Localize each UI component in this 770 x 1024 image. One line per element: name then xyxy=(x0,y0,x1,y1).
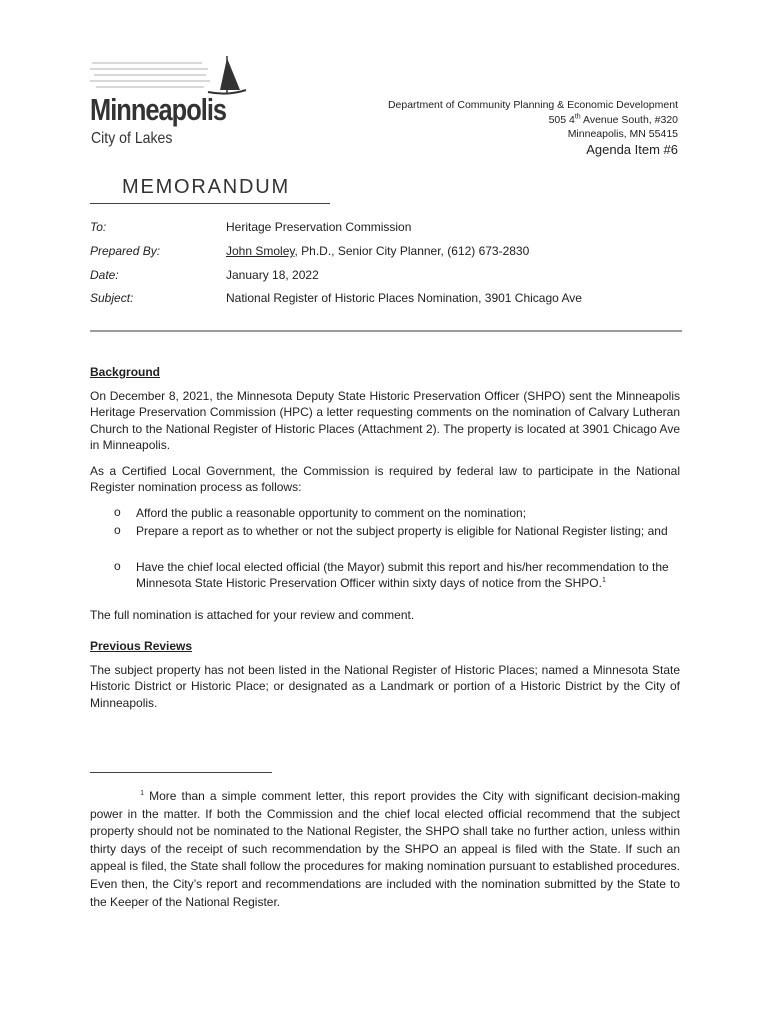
footnote-text: More than a simple comment letter, this report provides the City with significant decision-making power in the matter. If both the Commission and the chief local elected official recommend that the subject property should not be nominated to the National Register, the SHPO shall take no further action, unless within thirty days of the receipt of such recommendation by the SHPO an appeal is filed with the State. If such an appeal is filed, the State shall follow the procedures for making nomination pursuant to established procedures. Even then, the City’s report and recommendations are included with the nomination submitted by the State to the Keeper of the National Register. xyxy=(90,789,680,909)
previous-reviews-heading: Previous Reviews xyxy=(90,639,193,653)
to-label: To: xyxy=(90,220,107,234)
list-item-2: Prepare a report as to whether or not the subject property is eligible for National Register listing; and xyxy=(136,524,668,538)
title-divider xyxy=(90,203,330,204)
memo-title: MEMORANDUM xyxy=(122,176,290,198)
bullet-marker: o xyxy=(114,559,121,573)
prepared-by-label: Prepared By: xyxy=(90,244,161,258)
logo-wordmark: Minneapolis xyxy=(90,92,227,127)
previous-reviews-paragraph: The subject property has not been listed in the National Register of Historic Places; named a Minnesota State Historic District or Historic Place; or designated as a Landmark or portion of a Historic District by the City of Minneapolis. xyxy=(90,663,680,710)
prepared-by-value: John Smoley, Ph.D., Senior City Planner, (612) 673-2830 xyxy=(226,244,530,258)
list-item-1: Afford the public a reasonable opportunity to comment on the nomination; xyxy=(136,506,527,520)
author-link[interactable]: John Smoley xyxy=(226,244,295,258)
dept-line-2: 505 4th Avenue South, #320 xyxy=(548,113,678,126)
footnote-reference[interactable]: 1 xyxy=(601,577,606,585)
background-paragraph-2: As a Certified Local Government, the Commission is required by federal law to participate in the National Register nomination process as follows: xyxy=(90,464,680,495)
bullet-marker: o xyxy=(114,505,121,519)
city-logo xyxy=(90,56,250,156)
subject-value: National Register of Historic Places Nomination, 3901 Chicago Ave xyxy=(226,291,582,305)
agenda-item: Agenda Item #6 xyxy=(586,142,678,157)
department-address xyxy=(388,98,678,142)
header-divider xyxy=(90,330,682,332)
dept-line-1: Department of Community Planning & Economic Development xyxy=(387,99,678,111)
footnote-mark: 1 xyxy=(140,790,144,797)
date-label: Date: xyxy=(90,268,119,282)
bullet-marker: o xyxy=(114,523,121,537)
logo-tagline: City of Lakes xyxy=(91,130,173,147)
to-value: Heritage Preservation Commission xyxy=(226,220,412,234)
background-paragraph-3: The full nomination is attached for your review and comment. xyxy=(90,608,415,622)
date-value: January 18, 2022 xyxy=(226,268,319,282)
footnote xyxy=(90,788,680,911)
footnote-divider xyxy=(90,772,272,773)
subject-label: Subject: xyxy=(90,291,134,305)
background-paragraph-1: On December 8, 2021, the Minnesota Deputy State Historic Preservation Officer (SHPO) sent the Minneapolis Heritage Preservation Commission (HPC) a letter requesting comments on the nomination of Calvary Lutheran Church to the National Register of Historic Places (Attachment 2). The property is located at 3901 Chicago Ave in Minneapolis. xyxy=(90,389,680,453)
dept-line-3: Minneapolis, MN 55415 xyxy=(567,128,678,140)
sailboat-logo-icon xyxy=(90,56,250,96)
list-item-3: Have the chief local elected official (the Mayor) submit this report and his/her recommendation to the Minnesota State Historic Preservation Officer within sixty days of notice from the SHPO.$^1$ xyxy=(136,560,669,591)
background-heading: Background xyxy=(90,365,161,379)
